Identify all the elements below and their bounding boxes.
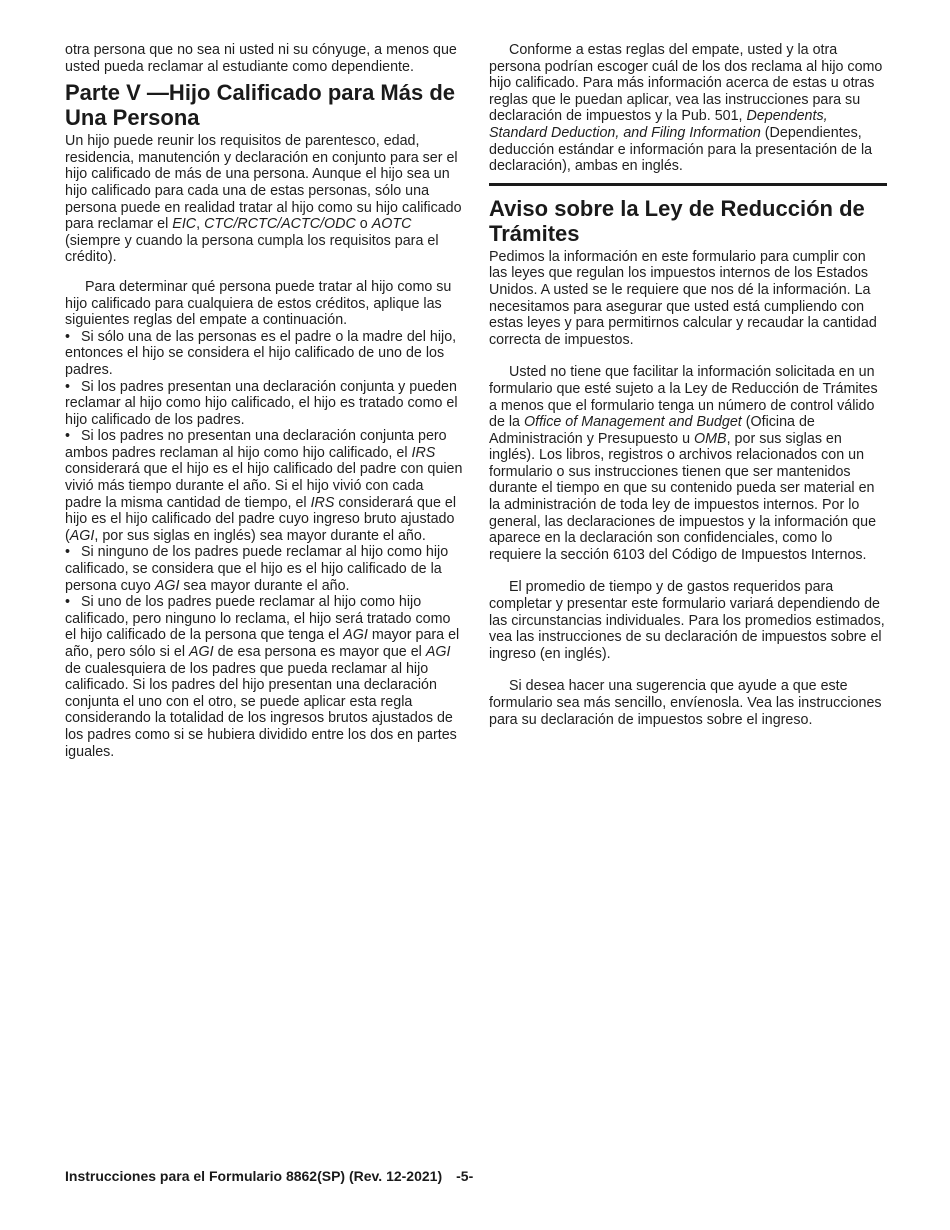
- bullet-item: • Si los padres presentan una declaración conjunta y pueden reclamar al hijo como hijo calificado, el hijo es tratado como el hijo calificado de los padres.: [65, 378, 458, 428]
- page-number: -5-: [456, 1168, 474, 1184]
- section-divider: [489, 183, 887, 186]
- paragraph-notice-intro: Pedimos la información en este formulario para cumplir con las leyes que regulan los impuestos internos de los Estados Unidos. A usted se le requiere que nos dé la información. La necesitamos para asegurar que usted está cumpliendo con estas leyes y para permitirnos calcular y recaudar la cantidad correcta de impuestos.: [489, 248, 877, 348]
- paragraph-intro: Un hijo puede reunir los requisitos de parentesco, edad, residencia, manutención y declaración en conjunto para ser el hijo calificado de más de una persona. Aunque el hijo sea un hijo calificado para cada una de estas personas, sólo una persona puede en realidad tratar al hijo como su hijo calificado para reclamar el EIC, CTC/RCTC/ACTC/ODC o AOTC (siempre y cuando la persona cumpla los requisitos para el crédito).: [65, 133, 462, 266]
- paragraph-suggestions: Si desea hacer una sugerencia que ayude a que este formulario sea más sencillo, envíenosla. Vea las instrucciones para su declaración de impuestos sobre el ingreso.: [489, 678, 882, 728]
- bullet-item: • Si ninguno de los padres puede reclamar al hijo como hijo calificado, se considera que el hijo es el hijo calificado de la persona cuyo AGI sea mayor durante el año.: [65, 544, 449, 594]
- bullet-item: • Si sólo una de las personas es el padre o la madre del hijo, entonces el hijo se considera el hijo calificado de uno de los padres.: [65, 328, 457, 378]
- bullet-icon: •: [65, 544, 71, 561]
- right-column: [489, 42, 887, 728]
- bullet-icon: •: [65, 594, 71, 611]
- section-heading-paperwork-notice: Aviso sobre la Ley de Reducción de Trámites: [489, 195, 865, 246]
- footer-form-title: Instrucciones para el Formulario 8862(SP) (Rev. 12-2021): [65, 1168, 443, 1184]
- paragraph-tie-breaker-rules: Para determinar qué persona puede tratar al hijo como su hijo calificado para cualquiera de estos créditos, aplique las siguientes reglas del empate a continuación.: [65, 278, 452, 329]
- section-heading-parte-v: Parte V —Hijo Calificado para Más de Una Persona: [65, 80, 456, 131]
- paragraph-time-estimate: El promedio de tiempo y de gastos requeridos para completar y presentar este formulario variará dependiendo de las circunstancias individuales. Para los promedios estimados, vea las instrucciones de su declaración de impuestos sobre el ingreso (en inglés).: [489, 579, 885, 662]
- page-footer: [65, 1168, 473, 1184]
- bullet-item: • Si los padres no presentan una declaración conjunta pero ambos padres reclaman al hijo como hijo calificado, el IRS considerará que el hijo es el hijo calificado del padre con quien vivió más tiempo durante el año. Si el hijo vivió con cada padre la misma cantidad de tiempo, el IRS considerará que el hijo es el hijo calificado del padre cuyo ingreso bruto ajustado (AGI, por sus siglas en inglés) sea mayor durante el año.: [65, 428, 463, 544]
- paragraph-omb: Usted no tiene que facilitar la información solicitada en un formulario que esté sujeto a la Ley de Reducción de Trámites a menos que el formulario tenga un número de control válido de la Office of Management and Budget (Oficina de Administración y Presupuesto u OMB, por sus siglas en inglés). Los libros, registros o archivos relacionados con un formulario o sus instrucciones tienen que ser mantenidos durante el tiempo en que su contenido pueda ser material en la administración de toda ley de impuestos internos. Por lo general, las declaraciones de impuestos y la información que aparece en la declaración son confidenciales, como lo requiere la sección 6103 del Código de Impuestos Internos.: [489, 364, 878, 563]
- bullet-icon: •: [65, 428, 71, 445]
- paragraph-continuation: otra persona que no sea ni usted ni su cónyuge, a menos que usted pueda reclamar al estudiante como dependiente.: [65, 42, 457, 75]
- bullet-item: • Si uno de los padres puede reclamar al hijo como hijo calificado, pero ninguno lo reclama, el hijo será tratado como el hijo calificado de la persona que tenga el AGI mayor para el año, pero sólo si el AGI de esa persona es mayor que el AGI de cualesquiera de los padres que pueda reclamar al hijo calificado. Si los padres del hijo presentan una declaración conjunta el uno con el otro, se puede aplicar esta regla considerando la totalidad de los ingresos brutos ajustados de los padres como si se hubiera dividido entre los dos en partes iguales.: [65, 594, 460, 760]
- bullet-icon: •: [65, 328, 71, 345]
- bullet-icon: •: [65, 378, 71, 395]
- left-column: [65, 42, 463, 760]
- paragraph-tie-breaker-conclusion: Conforme a estas reglas del empate, usted y la otra persona podrían escoger cuál de los dos reclama al hijo como hijo calificado. Para más información acerca de estas u otras reglas que le puedan aplicar, vea las instrucciones para su declaración de impuestos y la Pub. 501, Dependents, Standard Deduction, and Filing Information (Dependientes, deducción estándar e información para la presentación de la declaración), ambas en inglés.: [489, 42, 883, 175]
